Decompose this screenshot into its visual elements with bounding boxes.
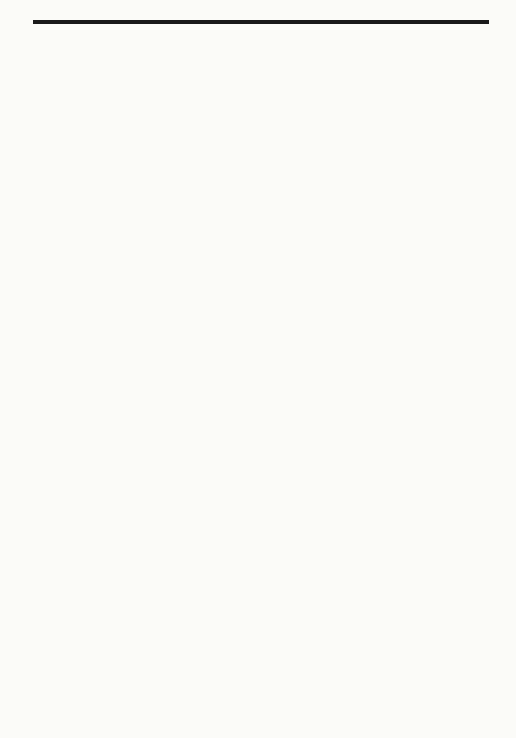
lower-text-band [33, 365, 489, 685]
upper-text-band [33, 30, 489, 350]
top-rule [33, 20, 489, 24]
